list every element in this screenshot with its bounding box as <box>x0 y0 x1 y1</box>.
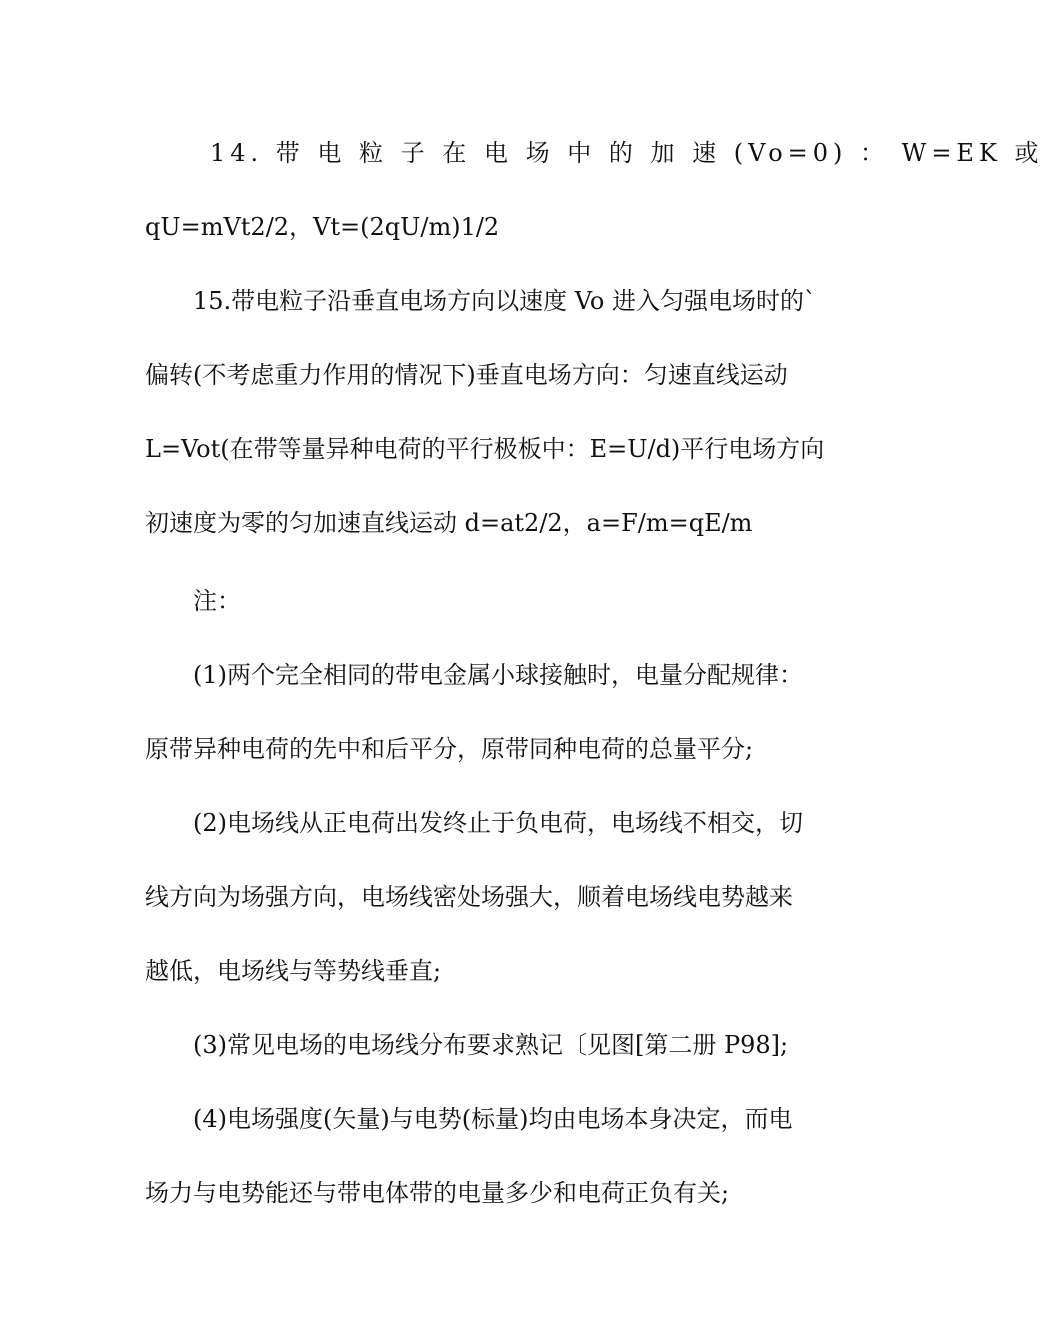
paragraph-line-14-continuation: qU=mVt2/2，Vt=(2qU/m)1/2 <box>145 213 500 241</box>
note-4-line-2: 场力与电势能还与带电体带的电量多少和电荷正负有关; <box>145 1179 730 1207</box>
paragraph-line-15-acceleration: 初速度为零的匀加速直线运动 d=at2/2，a=F/m=qE/m <box>145 509 753 537</box>
note-4-line-1: (4)电场强度(矢量)与电势(标量)均由电场本身决定，而电 <box>193 1105 793 1133</box>
paragraph-line-15-deflection: 偏转(不考虑重力作用的情况下)垂直电场方向：匀速直线运动 <box>145 361 788 389</box>
note-1-line-1: (1)两个完全相同的带电金属小球接触时，电量分配规律： <box>193 661 803 689</box>
paragraph-line-14-formula: 14. 带 电 粒 子 在 电 场 中 的 加 速 (Vo=0) ： W=EK 或 <box>210 139 1044 167</box>
note-heading: 注： <box>193 587 241 615</box>
note-1-line-2: 原带异种电荷的先中和后平分，原带同种电荷的总量平分; <box>145 735 754 763</box>
paragraph-line-15-heading: 15.带电粒子沿垂直电场方向以速度 Vo 进入匀强电场时的` <box>193 287 817 315</box>
paragraph-line-15-plates: L=Vot(在带等量异种电荷的平行极板中：E=U/d)平行电场方向 <box>145 435 825 463</box>
note-2-line-3: 越低，电场线与等势线垂直; <box>145 957 442 985</box>
note-2-line-1: (2)电场线从正电荷出发终止于负电荷，电场线不相交，切 <box>193 809 803 837</box>
note-2-line-2: 线方向为场强方向，电场线密处场强大，顺着电场线电势越来 <box>145 883 793 911</box>
note-3-line-1: (3)常见电场的电场线分布要求熟记〔见图[第二册 P98]; <box>193 1031 789 1059</box>
